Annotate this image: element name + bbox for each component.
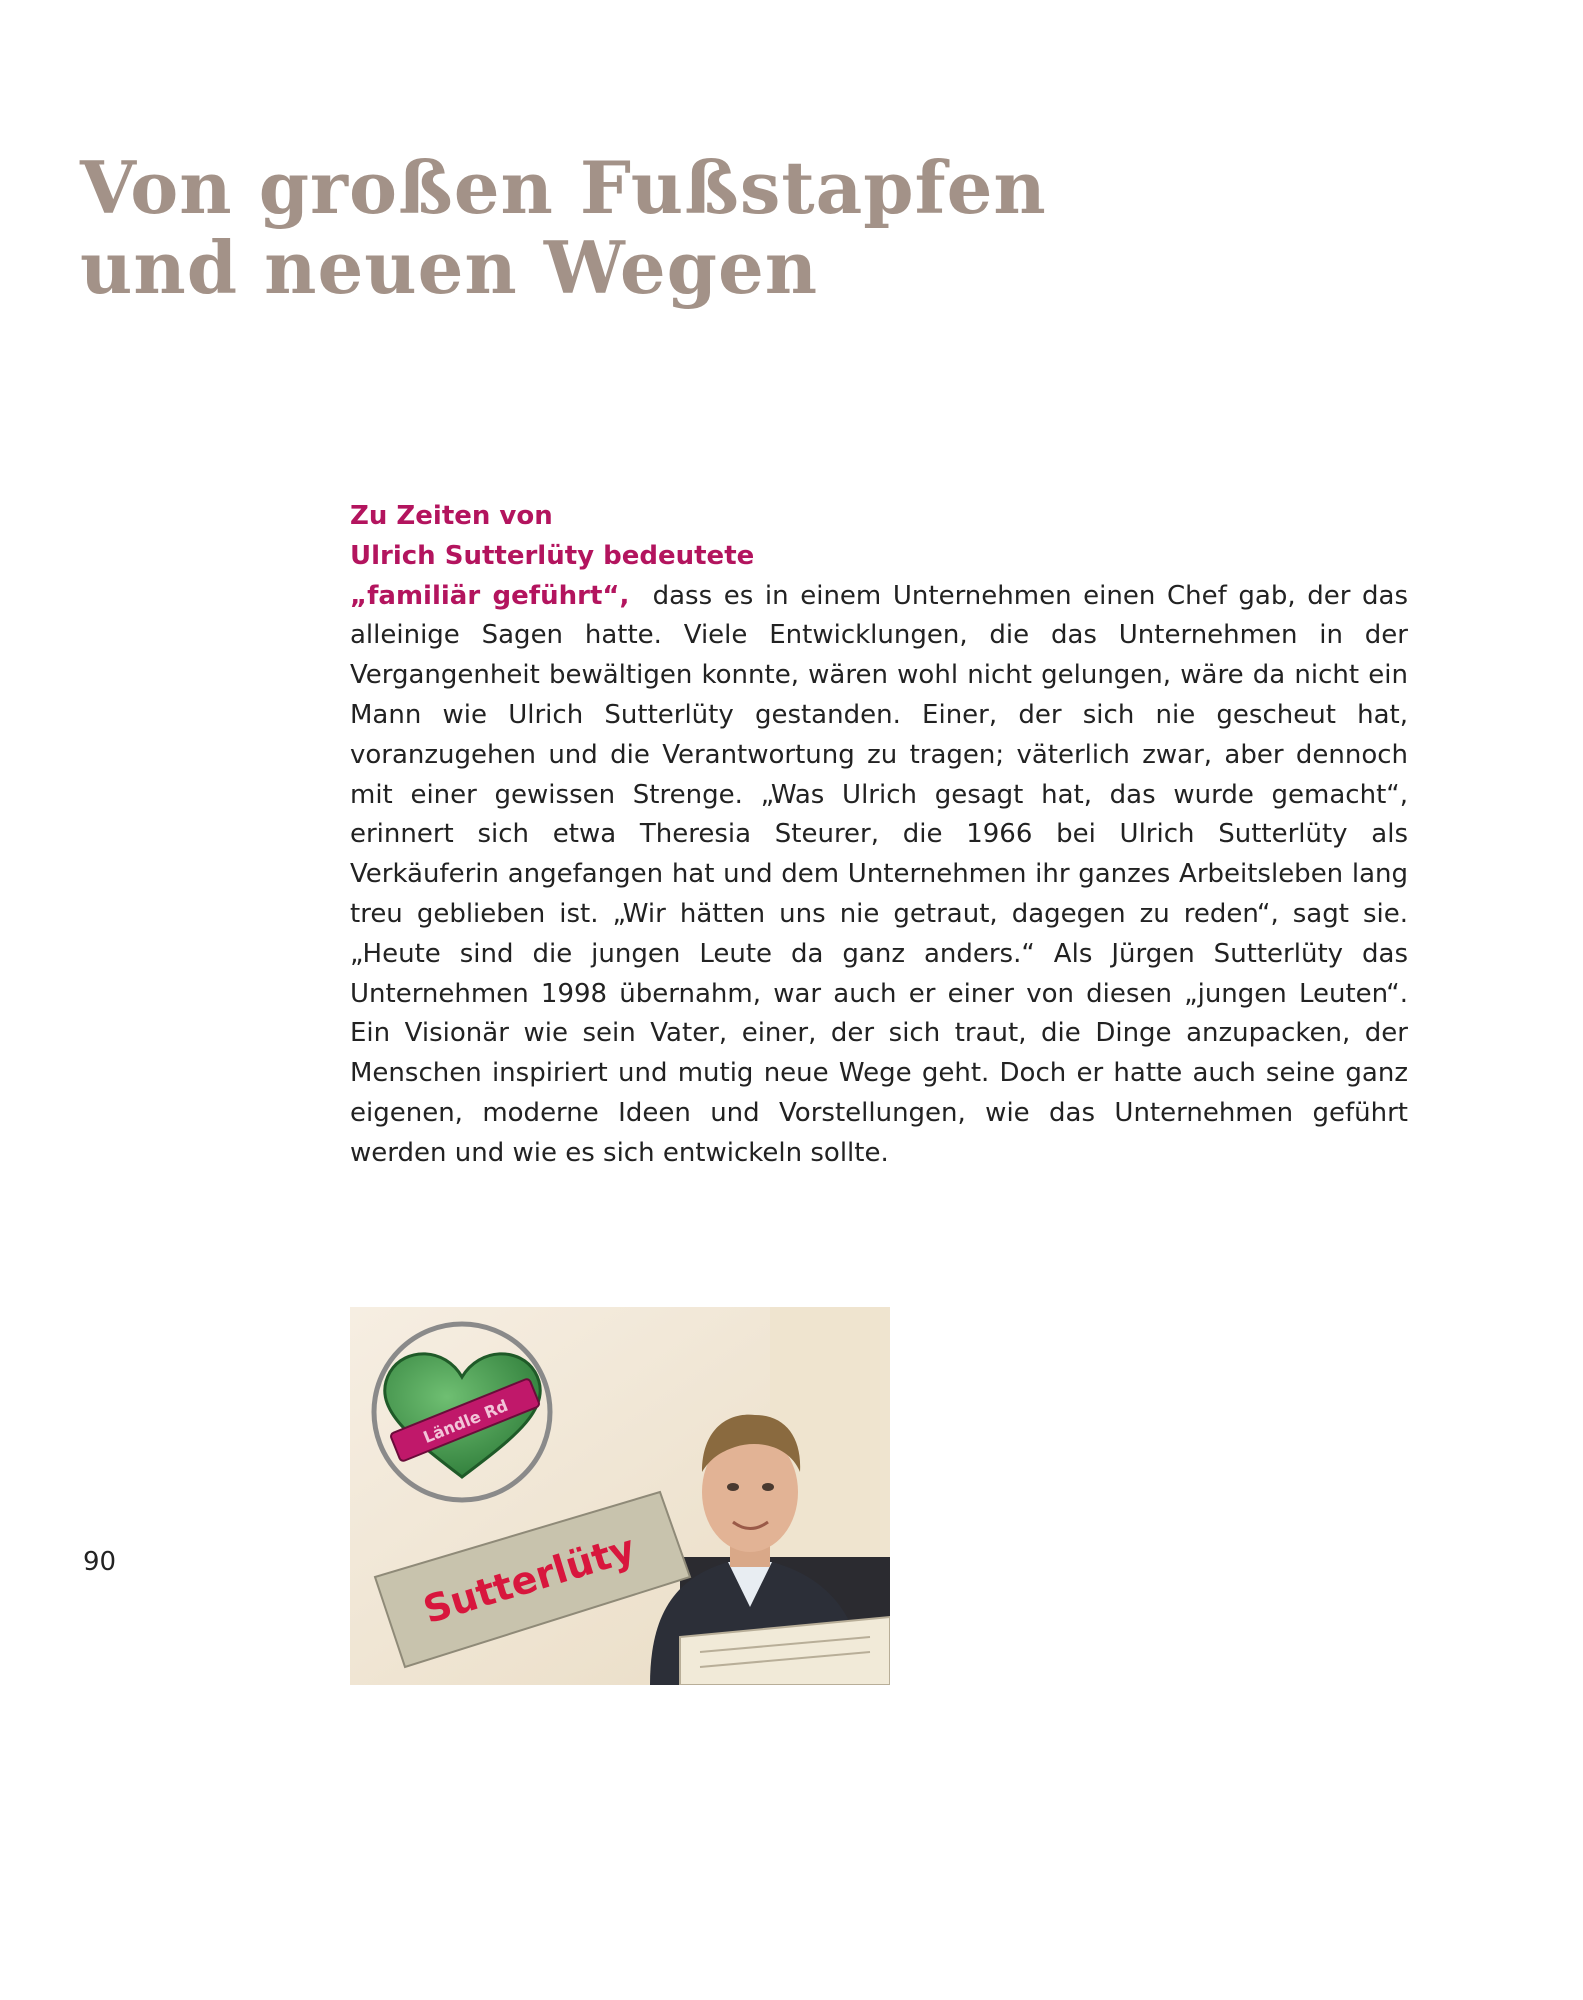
lead-line-2: Ulrich Sutterlüty bedeutete <box>350 540 755 571</box>
lead-line-3: „familiär geführt“, <box>350 580 630 611</box>
article-title <box>80 145 1180 310</box>
heart-banner-text: Ländle Rd <box>420 1395 511 1447</box>
title-line-2: und neuen Wegen <box>80 225 819 310</box>
article-body <box>350 497 1408 1174</box>
body-text: dass es in einem Unternehmen einen Chef gab, der das alleinige Sagen hatte. Viele Entwicklungen, die das Unternehmen in der Vergangenheit bewältigen konnte, wären wohl nicht gelungen, wäre da nicht ein Mann wie Ulrich Sutterlüty gestanden. Einer, der sich nie gescheut hat, voranzugehen und die Verantwortung zu tragen; väterlich zwar, aber dennoch mit einer gewissen Strenge. „Was Ulrich gesagt hat, das wurde gemacht“, erinnert sich etwa Theresia Steurer, die 1966 bei Ulrich Sutterlüty als Verkäuferin angefangen hat und dem Unternehmen ihr ganzes Arbeitsleben lang treu geblieben ist. „Wir hätten uns nie getraut, dagegen zu reden“, sagt sie. „Heute sind die jungen Leute da ganz anders.“ Als Jürgen Sutterlüty das Unternehmen 1998 übernahm, war auch er einer von diesen „jungen Leuten“. Ein Visionär wie sein Vater, einer, der sich traut, die Dinge anzupacken, der Menschen inspiriert und mutig neue Wege geht. Doch er hatte auch seine ganz eigenen, moderne Ideen und Vorstellungen, wie das Unternehmen geführt werden und wie es sich entwickeln sollte. <box>350 580 1408 1168</box>
title-line-1: Von großen Fußstapfen <box>80 145 1047 230</box>
shop-sign-text: Sutterlüty <box>418 1526 640 1633</box>
portrait-photo <box>350 1307 890 1685</box>
lead-line-1: Zu Zeiten von <box>350 501 553 531</box>
photo-illustration <box>350 1307 890 1685</box>
page-number: 90 <box>83 1547 117 1577</box>
